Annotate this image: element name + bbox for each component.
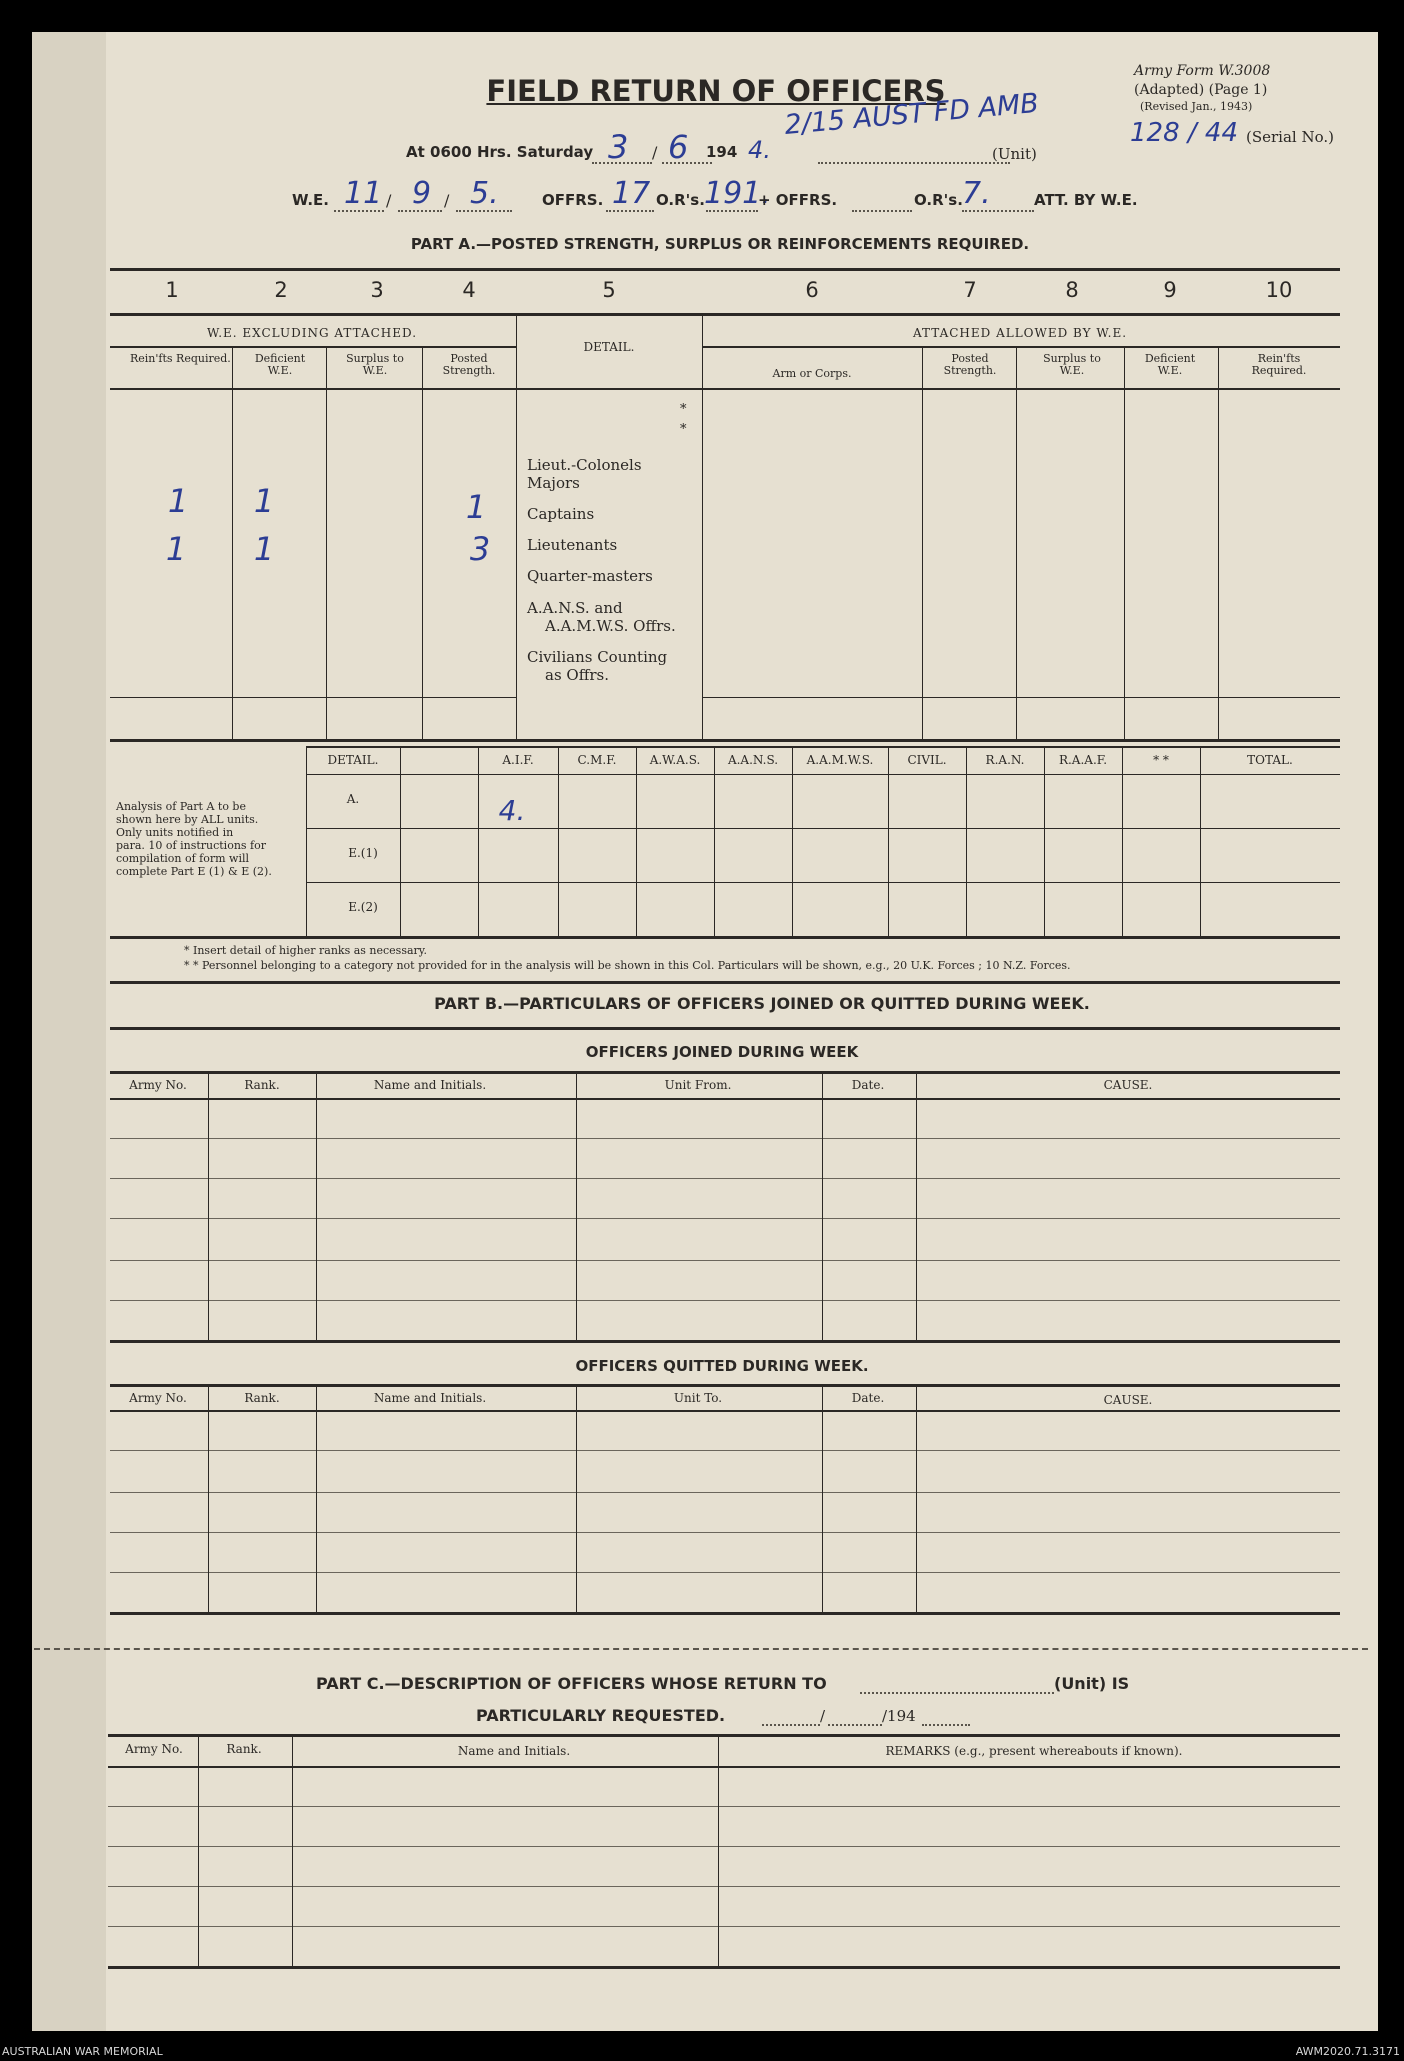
footer-accession-number: AWM2020.71.3171	[1295, 2045, 1400, 2058]
analysis-row-a: A.	[346, 792, 360, 806]
joined-vline-2	[316, 1074, 317, 1340]
quitted-vline-5	[916, 1387, 917, 1612]
offrs-value: 17	[612, 176, 651, 211]
analysis-note-2: shown here by ALL units.	[116, 813, 259, 826]
analysis-row-e1: E.(1)	[348, 846, 378, 860]
part-c-line-2: PARTICULARLY REQUESTED.	[476, 1706, 726, 1725]
part-a-group-rule-right	[702, 346, 1340, 348]
part-a-subheader-rule	[110, 388, 1340, 390]
analysis-header-aans: A.A.N.S.	[727, 753, 779, 767]
analysis-header-aif: A.I.F.	[502, 753, 534, 767]
form-adapted: (Adapted) (Page 1)	[1134, 82, 1268, 98]
analysis-row-e2: E.(2)	[348, 900, 378, 914]
col-number-6: 6	[805, 278, 819, 302]
quitted-vline-3	[576, 1387, 577, 1612]
joined-heading: OFFICERS JOINED DURING WEEK	[585, 1043, 859, 1061]
form-revised: (Revised Jan., 1943)	[1140, 100, 1253, 113]
ors2-label: O.R's.	[914, 191, 963, 209]
part-a-vline-1	[232, 347, 233, 739]
part-c-date-line-1	[762, 1724, 820, 1726]
analysis-header-aamws: A.A.M.W.S.	[806, 753, 874, 767]
rank-civilians: Civilians Counting	[527, 648, 668, 666]
col-number-9: 9	[1163, 278, 1177, 302]
sub-posted-strength: Posted Strength.	[442, 352, 496, 377]
part-c-col-army-no: Army No.	[125, 1742, 183, 1756]
footnote-star: * Insert detail of higher ranks as necessary.	[184, 944, 428, 957]
lieut-deficient-entry: 1	[253, 530, 275, 568]
offrs-label: OFFRS.	[542, 191, 604, 209]
joined-vline-1	[208, 1074, 209, 1340]
ors-value: 191.	[704, 176, 771, 211]
part-a-top-rule	[110, 268, 1340, 271]
part-a-vline-3	[422, 347, 423, 739]
joined-vline-3	[576, 1074, 577, 1340]
part-c-line-1: PART C.—DESCRIPTION OF OFFICERS WHOSE RETURN TO	[316, 1674, 827, 1693]
detail-header: DETAIL.	[583, 340, 635, 354]
part-b-heading: PART B.—PARTICULARS OF OFFICERS JOINED OR QUITTED DURING WEEK.	[434, 994, 1090, 1013]
quitted-header-rule	[110, 1410, 1340, 1412]
analysis-aif-value: 4.	[498, 794, 526, 827]
sub-deficient-we-r: Deficient W.E.	[1144, 352, 1196, 377]
part-c-col-rank: Rank.	[226, 1742, 262, 1756]
part-c-vline-1	[198, 1737, 199, 1966]
captains-posted-entry: 1	[465, 488, 487, 526]
joined-row-rule-5	[110, 1300, 1340, 1301]
part-a-rule-2	[110, 313, 1340, 316]
we-label: W.E.	[292, 191, 329, 209]
analysis-header-awas: A.W.A.S.	[649, 753, 701, 767]
analysis-row-rule-1	[306, 828, 1340, 829]
sub-posted-strength-r: Posted Strength.	[943, 352, 997, 377]
group-we-excluding: W.E. EXCLUDING ATTACHED.	[206, 326, 418, 340]
quitted-top-rule	[110, 1384, 1340, 1387]
sub-deficient-we: Deficient W.E.	[254, 352, 306, 377]
star-2: *	[680, 422, 687, 437]
rank-aans: A.A.N.S. and	[527, 599, 623, 617]
footer-credit: AUSTRALIAN WAR MEMORIAL	[2, 2045, 163, 2058]
ors2-value: 7.	[962, 176, 991, 211]
analysis-vline-11	[1200, 746, 1201, 936]
part-c-date-line-3	[922, 1724, 970, 1726]
star-1: *	[680, 402, 687, 417]
lieut-reinfts-entry: 1	[165, 530, 187, 568]
analysis-header-rule	[306, 774, 1340, 775]
sub-reinfts-required-r: Rein'fts Required.	[1251, 352, 1307, 377]
part-a-heading: PART A.—POSTED STRENGTH, SURPLUS OR REINFORCEMENTS REQUIRED.	[410, 235, 1030, 253]
part-c-bottom-rule	[108, 1966, 1340, 1969]
joined-row-rule-4	[110, 1260, 1340, 1261]
quitted-row-rule-4	[110, 1572, 1340, 1573]
we-sep-1: /	[386, 191, 392, 210]
quitted-col-unit-to: Unit To.	[673, 1391, 723, 1405]
analysis-header-total: TOTAL.	[1247, 753, 1293, 767]
captains-deficient-entry: 1	[253, 482, 275, 520]
we-value-1: 11	[344, 176, 383, 211]
analysis-vline-2	[478, 746, 479, 936]
quitted-col-name: Name and Initials.	[373, 1391, 487, 1405]
analysis-note-3: Only units notified in	[116, 826, 234, 839]
joined-col-name: Name and Initials.	[373, 1078, 487, 1092]
analysis-note-5: compilation of form will	[116, 852, 250, 865]
part-a-vline-9	[1218, 347, 1219, 739]
footnote-rule	[110, 981, 1340, 984]
quitted-col-cause: CAUSE.	[1103, 1393, 1153, 1407]
part-c-vline-3	[718, 1737, 719, 1966]
analysis-header-other: * *	[1153, 753, 1169, 767]
part-c-unit-is: (Unit) IS	[1054, 1674, 1130, 1693]
analysis-note-4: para. 10 of instructions for	[116, 839, 267, 852]
quitted-vline-1	[208, 1387, 209, 1612]
joined-header-rule	[110, 1098, 1340, 1100]
analysis-vline-3	[558, 746, 559, 936]
analysis-top-rule	[306, 746, 1340, 748]
part-a-bottom-rule	[110, 739, 1340, 742]
date-day: 3	[608, 128, 629, 166]
rank-quarter-masters: Quarter-masters	[527, 567, 653, 585]
analysis-header-civil: CIVIL.	[907, 753, 947, 767]
analysis-vline-1	[400, 746, 401, 936]
joined-row-rule-3	[110, 1218, 1340, 1219]
part-a-vline-6	[922, 347, 923, 739]
serial-number-label: (Serial No.)	[1246, 128, 1334, 146]
part-c-unit-line	[860, 1692, 1054, 1694]
plus-offrs-line	[852, 210, 912, 212]
quitted-col-army-no: Army No.	[129, 1391, 187, 1405]
analysis-vline-4	[636, 746, 637, 936]
part-a-vline-8	[1124, 347, 1125, 739]
unit-label: (Unit)	[992, 145, 1037, 163]
part-a-vline-5	[702, 314, 703, 739]
captains-reinfts-entry: 1	[167, 482, 189, 520]
part-c-col-name: Name and Initials.	[457, 1744, 571, 1758]
col-number-3: 3	[370, 278, 384, 302]
quitted-vline-2	[316, 1387, 317, 1612]
part-c-date-sep: /	[820, 1707, 826, 1725]
group-attached-allowed: ATTACHED ALLOWED BY W.E.	[912, 326, 1128, 340]
col-number-2: 2	[274, 278, 288, 302]
analysis-bottom-rule	[110, 936, 1340, 939]
analysis-vline-7	[888, 746, 889, 936]
rank-civilians-2: as Offrs.	[545, 666, 609, 684]
analysis-vline-0	[306, 746, 307, 936]
form-title: FIELD RETURN OF OFFICERS	[486, 74, 946, 108]
analysis-header-cmf: C.M.F.	[577, 753, 617, 767]
date-sep-1: /	[652, 143, 658, 162]
serial-number-value: 128 / 44	[1130, 118, 1238, 148]
part-a-vline-7	[1016, 347, 1017, 739]
part-a-total-rule-right	[702, 697, 1340, 698]
we-value-2: 9	[412, 176, 432, 211]
rank-captains: Captains	[527, 505, 595, 523]
perforation-line	[34, 1648, 1368, 1650]
sub-reinfts-required: Rein'fts Required.	[130, 352, 231, 365]
att-by-we-label: ATT. BY W.E.	[1034, 191, 1138, 209]
part-c-col-remarks: REMARKS (e.g., present whereabouts if known).	[885, 1744, 1183, 1758]
part-a-vline-4	[516, 314, 517, 739]
joined-col-date: Date.	[851, 1078, 885, 1092]
joined-bottom-rule	[110, 1340, 1340, 1343]
analysis-header-raaf: R.A.A.F.	[1058, 753, 1108, 767]
rank-lieutenants: Lieutenants	[527, 536, 618, 554]
joined-row-rule-1	[110, 1138, 1340, 1139]
col-number-10: 10	[1265, 278, 1293, 302]
col-number-8: 8	[1065, 278, 1079, 302]
ors-label: O.R's.	[656, 191, 705, 209]
we-value-3: 5.	[470, 176, 499, 211]
date-month: 6	[668, 128, 689, 166]
date-year-suffix: 4.	[748, 136, 771, 164]
sub-surplus-we-r: Surplus to W.E.	[1043, 352, 1101, 377]
rank-majors: Majors	[527, 474, 580, 492]
quitted-row-rule-3	[110, 1532, 1340, 1533]
analysis-header-detail: DETAIL.	[327, 753, 379, 767]
col-number-7: 7	[963, 278, 977, 302]
sub-surplus-we: Surplus to W.E.	[346, 352, 404, 377]
quitted-heading: OFFICERS QUITTED DURING WEEK.	[575, 1357, 869, 1375]
quitted-vline-4	[822, 1387, 823, 1612]
joined-col-rank: Rank.	[244, 1078, 280, 1092]
unit-value: 2/15 AUST FD AMB	[783, 87, 1040, 141]
sub-arm-or-corps: Arm or Corps.	[772, 367, 852, 380]
part-c-date-line-2	[828, 1724, 882, 1726]
part-c-year: /194	[882, 1707, 916, 1725]
analysis-vline-9	[1044, 746, 1045, 936]
col-number-1: 1	[165, 278, 179, 302]
we-sep-2: /	[444, 191, 450, 210]
part-a-vline-2	[326, 347, 327, 739]
analysis-note-1: Analysis of Part A to be	[116, 800, 246, 813]
date-year-prefix: 194	[706, 143, 738, 161]
part-b-rule	[110, 1027, 1340, 1030]
quitted-bottom-rule	[110, 1612, 1340, 1615]
joined-vline-4	[822, 1074, 823, 1340]
analysis-vline-10	[1122, 746, 1123, 936]
form-number: Army Form W.3008	[1134, 63, 1271, 79]
col-number-5: 5	[602, 278, 616, 302]
part-c-vline-2	[292, 1737, 293, 1966]
joined-top-rule	[110, 1071, 1340, 1074]
joined-col-cause: CAUSE.	[1103, 1078, 1153, 1092]
analysis-vline-8	[966, 746, 967, 936]
footnote-double-star: * * Personnel belonging to a category not provided for in the analysis will be shown in this Col. Particulars will be shown, e.g., 20 U.K. Forces ; 10 N.Z. Forces.	[184, 959, 1071, 972]
plus-offrs-label: + OFFRS.	[758, 191, 838, 209]
part-a-total-rule	[110, 697, 516, 698]
unit-line	[818, 162, 1010, 164]
rank-aamws: A.A.M.W.S. Offrs.	[545, 617, 676, 635]
quitted-row-rule-1	[110, 1450, 1340, 1451]
rank-lieut-colonels: Lieut.-Colonels	[527, 456, 642, 474]
quitted-col-date: Date.	[851, 1391, 885, 1405]
analysis-row-rule-2	[306, 882, 1340, 883]
joined-col-army-no: Army No.	[129, 1078, 187, 1092]
joined-vline-5	[916, 1074, 917, 1340]
joined-col-unit-from: Unit From.	[664, 1078, 732, 1092]
col-number-4: 4	[462, 278, 476, 302]
part-a-group-rule-left	[110, 346, 516, 348]
lieut-posted-entry: 3	[469, 530, 491, 568]
quitted-row-rule-2	[110, 1492, 1340, 1493]
analysis-vline-6	[792, 746, 793, 936]
analysis-header-ran: R.A.N.	[985, 753, 1025, 767]
at-hours-label: At 0600 Hrs. Saturday	[406, 143, 594, 161]
analysis-vline-5	[714, 746, 715, 936]
analysis-note-6: complete Part E (1) & E (2).	[116, 865, 272, 878]
quitted-col-rank: Rank.	[244, 1391, 280, 1405]
joined-row-rule-2	[110, 1178, 1340, 1179]
